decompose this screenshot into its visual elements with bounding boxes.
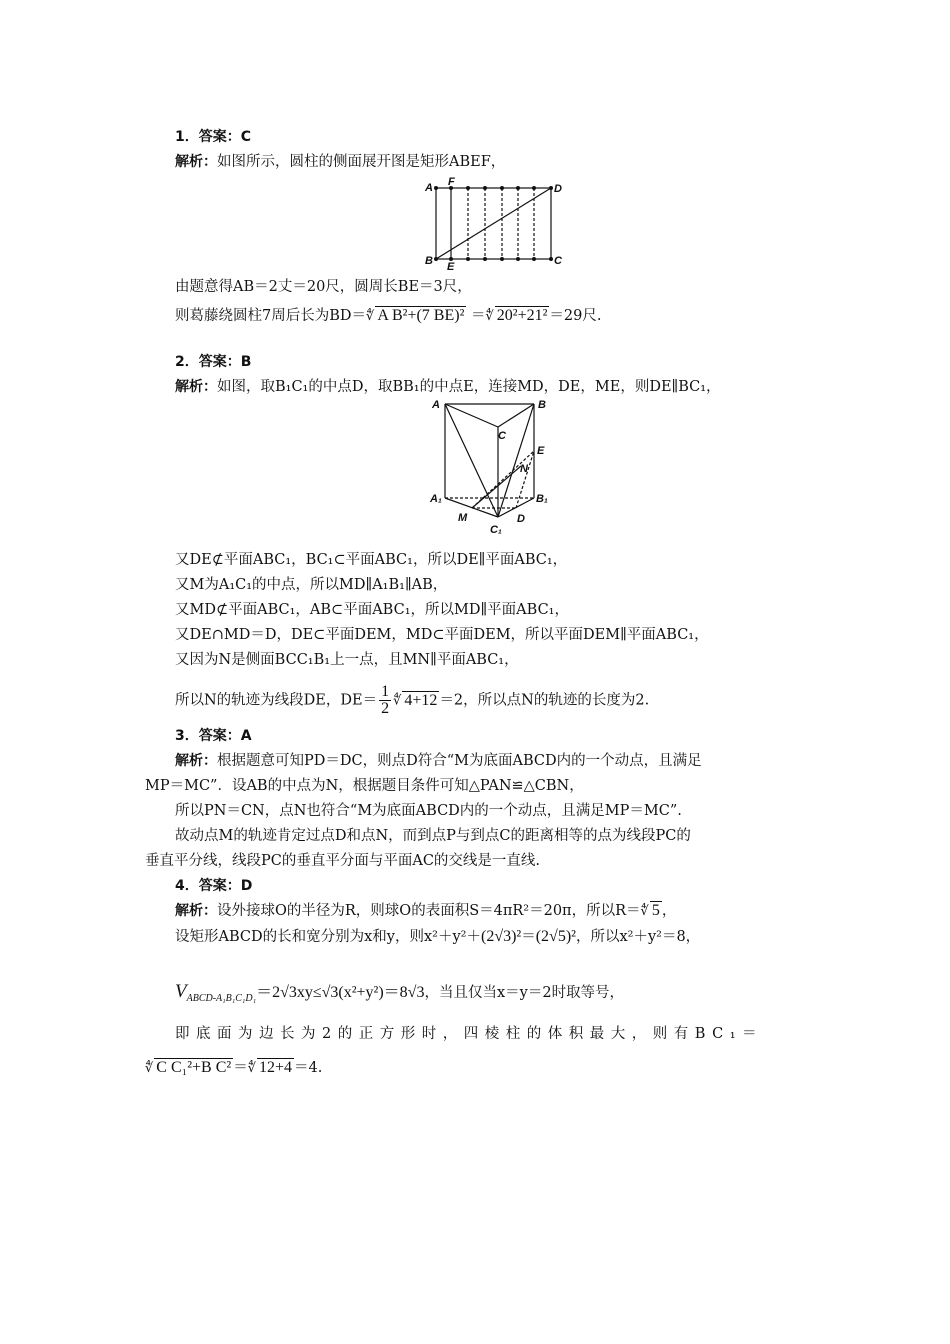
q2-conclusion: 所以N的轨迹为线段DE，DE＝ $\frac{1}{2}$ ∜ 4+12 ＝2，所以点N的轨迹的长度为2. [175,683,650,717]
q3-line-4: 故动点M的轨迹肯定过点D和点N，而到点P与到点C的距离相等的点为线段PC的 [175,828,691,844]
q2-label-C1: C₁ [490,524,502,536]
q1-label-C: C [554,255,562,267]
q1-label-A: A [425,182,433,194]
q3-line-3: 所以PN＝CN，点N也符合“M为底面ABCD内的一个动点，且满足MP＝MC”. [175,803,682,819]
q3-answer: 3．答案：A [175,728,252,744]
q2-figure [428,392,558,542]
q1-label-F: F [448,176,455,188]
q1-figure [420,175,570,271]
q2-label-B1: B₁ [536,493,548,505]
q3-line-2: MP＝MC”．设AB的中点为N，根据题目条件可知△PAN≌△CBN， [145,778,584,794]
q2-fraction: $\frac{1}{2}$ [381,683,390,717]
q3-line-5: 垂直平分线，线段PC的垂直平分面与平面AC的交线是一直线. [145,853,541,869]
q4-line-3: $V_{ABCD-A_1B_1C_1D_1}=2√3xy\le√3(x^2+y^2)=8√3$，当且仅当x＝y＝2时取等号， [175,981,625,1004]
q4-line-5: ∜ C C₁²+B C² ＝∜ 12+4 ＝4. [145,1059,323,1076]
q4-line-2: 设矩形ABCD的长和宽分别为x和y，则x²＋y²＋(2√3)²＝(2√5)²，所以x²＋y²＝8， [175,928,701,945]
q2-line-3: 又MD⊄平面ABC₁，AB⊂平面ABC₁，所以MD∥平面ABC₁， [175,602,569,618]
q4-answer: 4．答案：D [175,878,253,894]
q2-answer: 2．答案：B [175,354,252,370]
q1-line3: 则葛藤绕圆柱7周后长为BD＝∜ A B²+(7 BE)² ＝∜ 20²+21² ＝29尺. [175,307,602,324]
q2-analysis: 解析：如图，取B₁C₁的中点D，取BB₁的中点E，连接MD，DE，ME，则DE∥BC₁， [175,379,721,395]
q2-line-4: 又DE∩MD＝D，DE⊂平面DEM，MD⊂平面DEM，所以平面DEM∥平面ABC₁， [175,627,709,643]
q2-label-E: E [537,445,545,457]
q2-label-B: B [538,399,546,411]
q4-line-1: 解析：设外接球O的半径为R，则球O的表面积S＝4πR²＝20π，所以R＝∜ 5 ， [175,902,677,919]
q2-label-M: M [458,512,468,524]
q1-line2: 由题意得AB＝2丈＝20尺，圆周长BE＝3尺， [175,279,472,295]
q2-label-A1: A₁ [430,493,442,505]
q2-label-D: D [517,513,525,525]
q1-label-B: B [425,255,433,267]
q2-line-5: 又因为N是侧面BCC₁B₁上一点，且MN∥平面ABC₁， [175,652,519,668]
q2-label-A: A [432,399,440,411]
q2-label-C: C [498,430,506,442]
q2-line-2: 又M为A₁C₁的中点，所以MD∥A₁B₁∥AB， [175,577,448,593]
q1-answer: 1．答案：C [175,129,252,145]
q1-label-E: E [447,261,455,271]
q1-analysis: 解析：如图所示，圆柱的侧面展开图是矩形ABEF， [175,154,506,170]
q2-line-1: 又DE⊄平面ABC₁，BC₁⊂平面ABC₁，所以DE∥平面ABC₁， [175,552,568,568]
q3-line-1: 解析：根据题意可知PD＝DC，则点D符合“M为底面ABCD内的一个动点，且满足 [175,753,702,769]
q1-label-D: D [554,183,562,195]
q4-line-4: 即底面为边长为2的正方形时，四棱柱的体积最大，则有BC₁＝ [175,1026,764,1042]
q2-label-N: N [520,463,528,475]
